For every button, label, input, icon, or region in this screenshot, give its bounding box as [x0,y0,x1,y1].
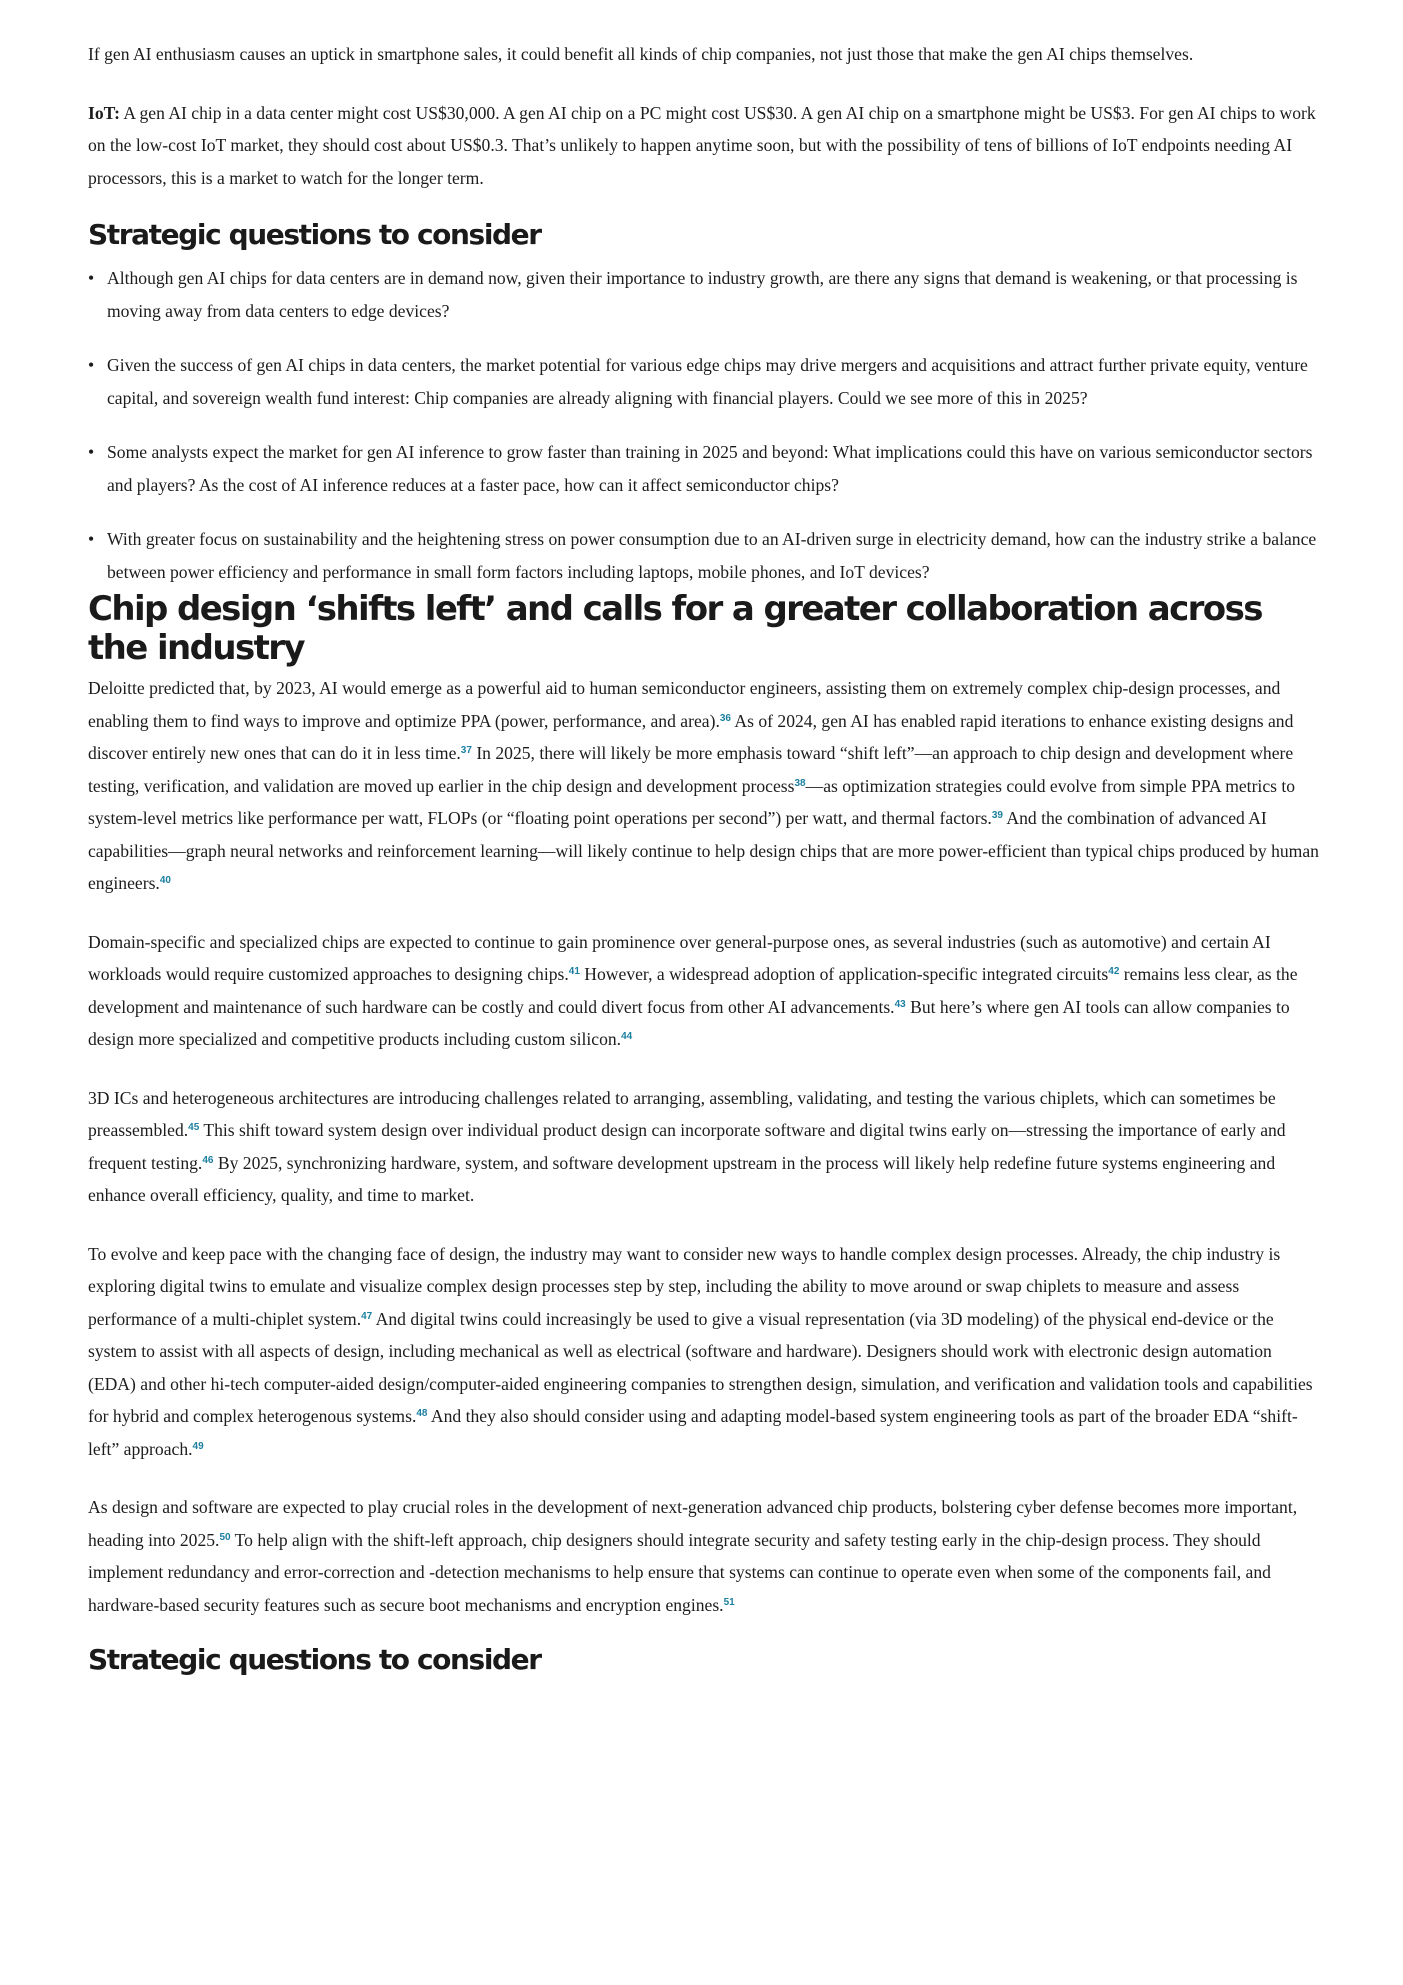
footnote-45[interactable]: 45 [188,1122,200,1133]
paragraph-iot [88,97,1320,195]
footnote-37[interactable]: 37 [460,745,472,756]
list-item: • Given the success of gen AI chips in data centers, the market potential for various edge chips may drive mergers and acquisitions and attract further private equity, venture capital, and sovereign wealth fund interest: Chip companies are already aligning with financial players. Could we see more of this in 2025? [88,349,1320,414]
footnote-40[interactable]: 40 [159,875,171,886]
footnote-39[interactable]: 39 [991,810,1003,821]
footnote-49[interactable]: 49 [192,1440,204,1452]
footnote-51[interactable]: 51 [723,1596,735,1608]
iot-text: A gen AI chip in a data center might cost US$30,000. A gen AI chip on a PC might cost US$30. A gen AI chip on a smartphone might be US$3. For gen AI chips to work on the low-cost IoT market, they should cost about US$0.3. That’s unlikely to happen anytime soon, but with the possibility of tens of billions of IoT endpoints needing AI processors, this is a market to watch for the longer term. [88,102,1316,188]
footnote-38[interactable]: 38 [794,777,806,789]
document-page [88,38,1320,1677]
section-heading: Chip design ‘shifts left’ and calls for a greater collaboration across the industry [88,589,1262,668]
paragraph-smartphone: If gen AI enthusiasm causes an uptick in smartphone sales, it could benefit all kinds of chip companies, not just those that make the gen AI chips themselves. [88,44,1194,64]
paragraph-deloitte-prediction: Deloitte predicted that, by 2023, AI would emerge as a powerful aid to human semiconductor engineers, assisting them on extremely complex chip-design processes, and enabling them to find ways to improve and optimize PPA (power, performance, and area).$^{36}$ As of 2024, gen AI has enabled rapid iterations to enhance existing designs and discover entirely new ones that can do it in less time.$^{37}$ In 2025, there will likely be more emphasis toward “shift left”—an approach to chip design and development where testing, verification, and validation are moved up earlier in the chip design and development process$^{38}$—as optimization strategies could evolve from simple PPA metrics to system-level metrics like performance per watt, FLOPs (or “floating point operations per second”) per watt, and thermal factors.$^{39}$ And the combination of advanced AI capabilities—graph neural networks and reinforcement learning—will likely continue to help design chips that are more power-efficient than typical chips produced by human engineers.$^{40}$ [88,678,1319,893]
footnote-44[interactable]: 44 [621,1031,633,1042]
paragraph-digital-twins: To evolve and keep pace with the changing face of design, the industry may want to consider new ways to handle complex design processes. Already, the chip industry is exploring digital twins to emulate and visualize complex design processes step by step, including the ability to move around or swap chiplets to measure and assess performance of a multi-chiplet system.$^{47}$ And digital twins could increasingly be used to give a visual representation (via 3D modeling) of the physical end-device or the system to assist with all aspects of design, including mechanical as well as electrical (software and hardware). Designers should work with electronic design automation (EDA) and other hi-tech computer-aided design/computer-aided engineering companies to strengthen design, simulation, and verification and validation tools and capabilities for hybrid and complex heterogenous systems.$^{48}$ And they also should consider using and adapting model-based system engineering tools as part of the broader EDA “shift-left” approach.$^{49}$ [88,1243,1313,1459]
bullet-icon: • [88,355,95,375]
bullet-icon: • [88,442,95,462]
footnote-47[interactable]: 47 [361,1310,373,1322]
footnote-50[interactable]: 50 [219,1531,231,1543]
paragraph-cyber-defense: As design and software are expected to play crucial roles in the development of next-generation advanced chip products, bolstering cyber defense becomes more important, heading into 2025.50 To help align with the shift-left approach, chip designers should integrate security and safety testing early in the chip-design process. They should implement redundancy and error-correction and -detection mechanisms to help ensure that systems can continue to operate even when some of the components fail, and hardware-based security features such as secure boot mechanisms and encryption engines.$^{51}$ [88,1497,1298,1615]
iot-label: IoT: [88,102,120,123]
footnote-42[interactable]: 42 [1108,966,1120,977]
list-item: • With greater focus on sustainability and the heightening stress on power consumption due to an AI-driven surge in electricity demand, how can the industry strike a balance between power efficiency and performance in small form factors including laptops, mobile phones, and IoT devices? [88,523,1320,588]
footnote-36[interactable]: 36 [719,712,731,724]
footnote-48[interactable]: 48 [416,1408,428,1419]
list-item: • Although gen AI chips for data centers are in demand now, given their importance to industry growth, are there any signs that demand is weakening, or that processing is moving away from data centers to edge devices? [88,262,1320,327]
footnote-43[interactable]: 43 [894,998,906,1010]
list-item: • Some analysts expect the market for gen AI inference to grow faster than training in 2025 and beyond: What implications could this have on various semiconductor sectors and players? As the cost of AI inference reduces at a faster pace, how can it affect semiconductor chips? [88,436,1320,501]
footnote-46[interactable]: 46 [202,1154,214,1166]
strategic-questions-heading: Strategic questions to consider [88,218,541,251]
strategic-questions-list [88,262,1320,588]
paragraph-3d-ics: 3D ICs and heterogeneous architectures are introducing challenges related to arranging, assembling, validating, and testing the various chiplets, which can sometimes be preassembled.$^{45}$ This shift toward system design over individual product design can incorporate software and digital twins early on—stressing the importance of early and frequent testing.$^{46}$ By 2025, synchronizing hardware, system, and software development upstream in the process will likely help redefine future systems engineering and enhance overall efficiency, quality, and time to market. [88,1087,1286,1205]
strategic-questions-heading-2: Strategic questions to consider [88,1643,541,1676]
footnote-41[interactable]: 41 [568,966,580,977]
bullet-icon: • [88,529,95,549]
bullet-icon: • [88,268,95,288]
paragraph-domain-specific: Domain-specific and specialized chips are expected to continue to gain prominence over general-purpose ones, as several industries (such as automotive) and certain AI workloads would require customized approaches to designing chips.$^{41}$ However, a widespread adoption of application-specific integrated circuits$^{42}$ remains less clear, as the development and maintenance of such hardware can be costly and could divert focus from other AI advancements.$^{43}$ But here’s where gen AI tools can allow companies to design more specialized and competitive products including custom silicon.$^{44}$ [88,931,1298,1049]
